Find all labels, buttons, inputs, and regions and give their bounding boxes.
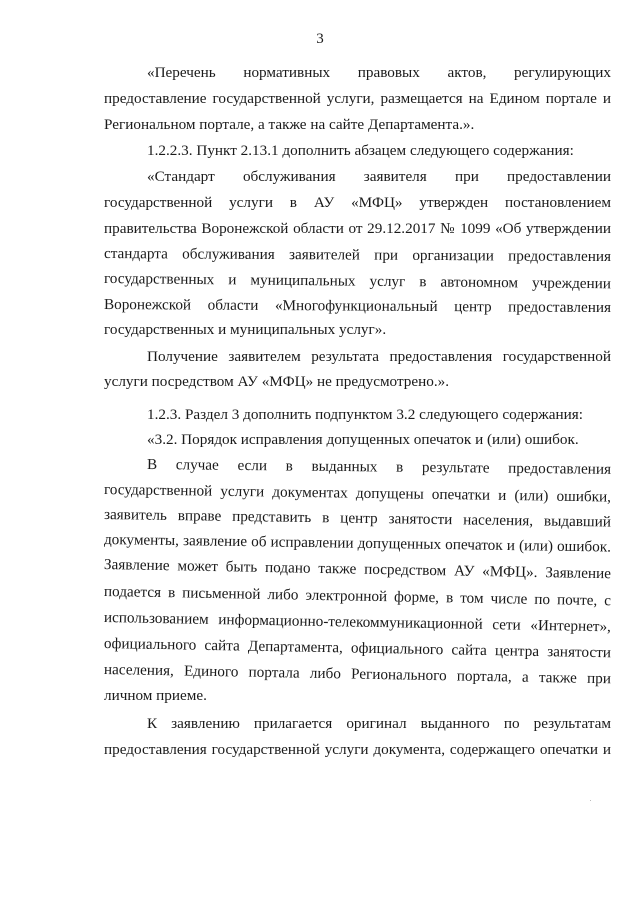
text-line: правительства Воронежской области от 29.12.2017 № 1099 «Об утверждении	[104, 220, 611, 237]
text-line: подается в письменной либо электронной форме, в том числе по почте, с	[103, 583, 612, 610]
text-line: «3.2. Порядок исправления допущенных опечаток и (или) ошибок.	[147, 431, 579, 448]
text-line: государственной услуги в АУ «МФЦ» утвержден постановлением	[104, 194, 611, 211]
text-line: К заявлению прилагается оригинал выданного по результатам	[147, 715, 611, 732]
text-line: 1.2.3. Раздел 3 дополнить подпунктом 3.2 следующего содержания:	[147, 406, 583, 423]
text-line: 1.2.2.3. Пункт 2.13.1 дополнить абзацем следующего содержания:	[147, 142, 574, 159]
text-line: документы, заявление об исправлении допущенных опечаток и (или) ошибок.	[103, 531, 612, 556]
text-line: Региональном портале, а также на сайте Департамента.».	[104, 116, 475, 133]
scan-speck	[590, 800, 591, 801]
text-line: Воронежской области «Многофункциональный центр предоставления	[103, 296, 612, 317]
text-line: Получение заявителем результата предоставления государственной	[147, 348, 611, 365]
text-line: личном приеме.	[104, 687, 207, 704]
text-line: государственной услуги документах допущены опечатки и (или) ошибки,	[103, 481, 612, 506]
text-line: «Стандарт обслуживания заявителя при предоставлении	[147, 168, 611, 185]
text-line: В случае если в выданных в результате предоставления	[146, 456, 612, 478]
text-line: государственных и муниципальных услуг в автономном учреждении	[103, 270, 612, 293]
text-line: официального сайта Департамента, официального сайта центра занятости	[103, 635, 612, 662]
text-line: предоставления государственной услуги документа, содержащего опечатки и	[104, 741, 611, 758]
text-line: «Перечень нормативных правовых актов, регулирующих	[147, 64, 611, 81]
text-line: заявитель вправе представить в центр занятости населения, выдавший	[103, 506, 612, 531]
text-line: услуги посредством АУ «МФЦ» не предусмотрено.».	[104, 373, 450, 390]
text-line: Заявление может быть подано также посредством АУ «МФЦ». Заявление	[103, 556, 612, 583]
text-line: стандарта обслуживания заявителей при организации предоставления	[103, 245, 612, 266]
page-number: 3	[316, 31, 324, 47]
text-line: предоставление государственной услуги, размещается на Едином портале и	[104, 90, 611, 107]
text-line: населения, Единого портала либо Регионального портала, а также при	[103, 661, 612, 688]
text-line: использованием информационно-телекоммуникационной сети «Интернет»,	[103, 609, 612, 636]
text-line: государственных и муниципальных услуг».	[104, 321, 387, 338]
